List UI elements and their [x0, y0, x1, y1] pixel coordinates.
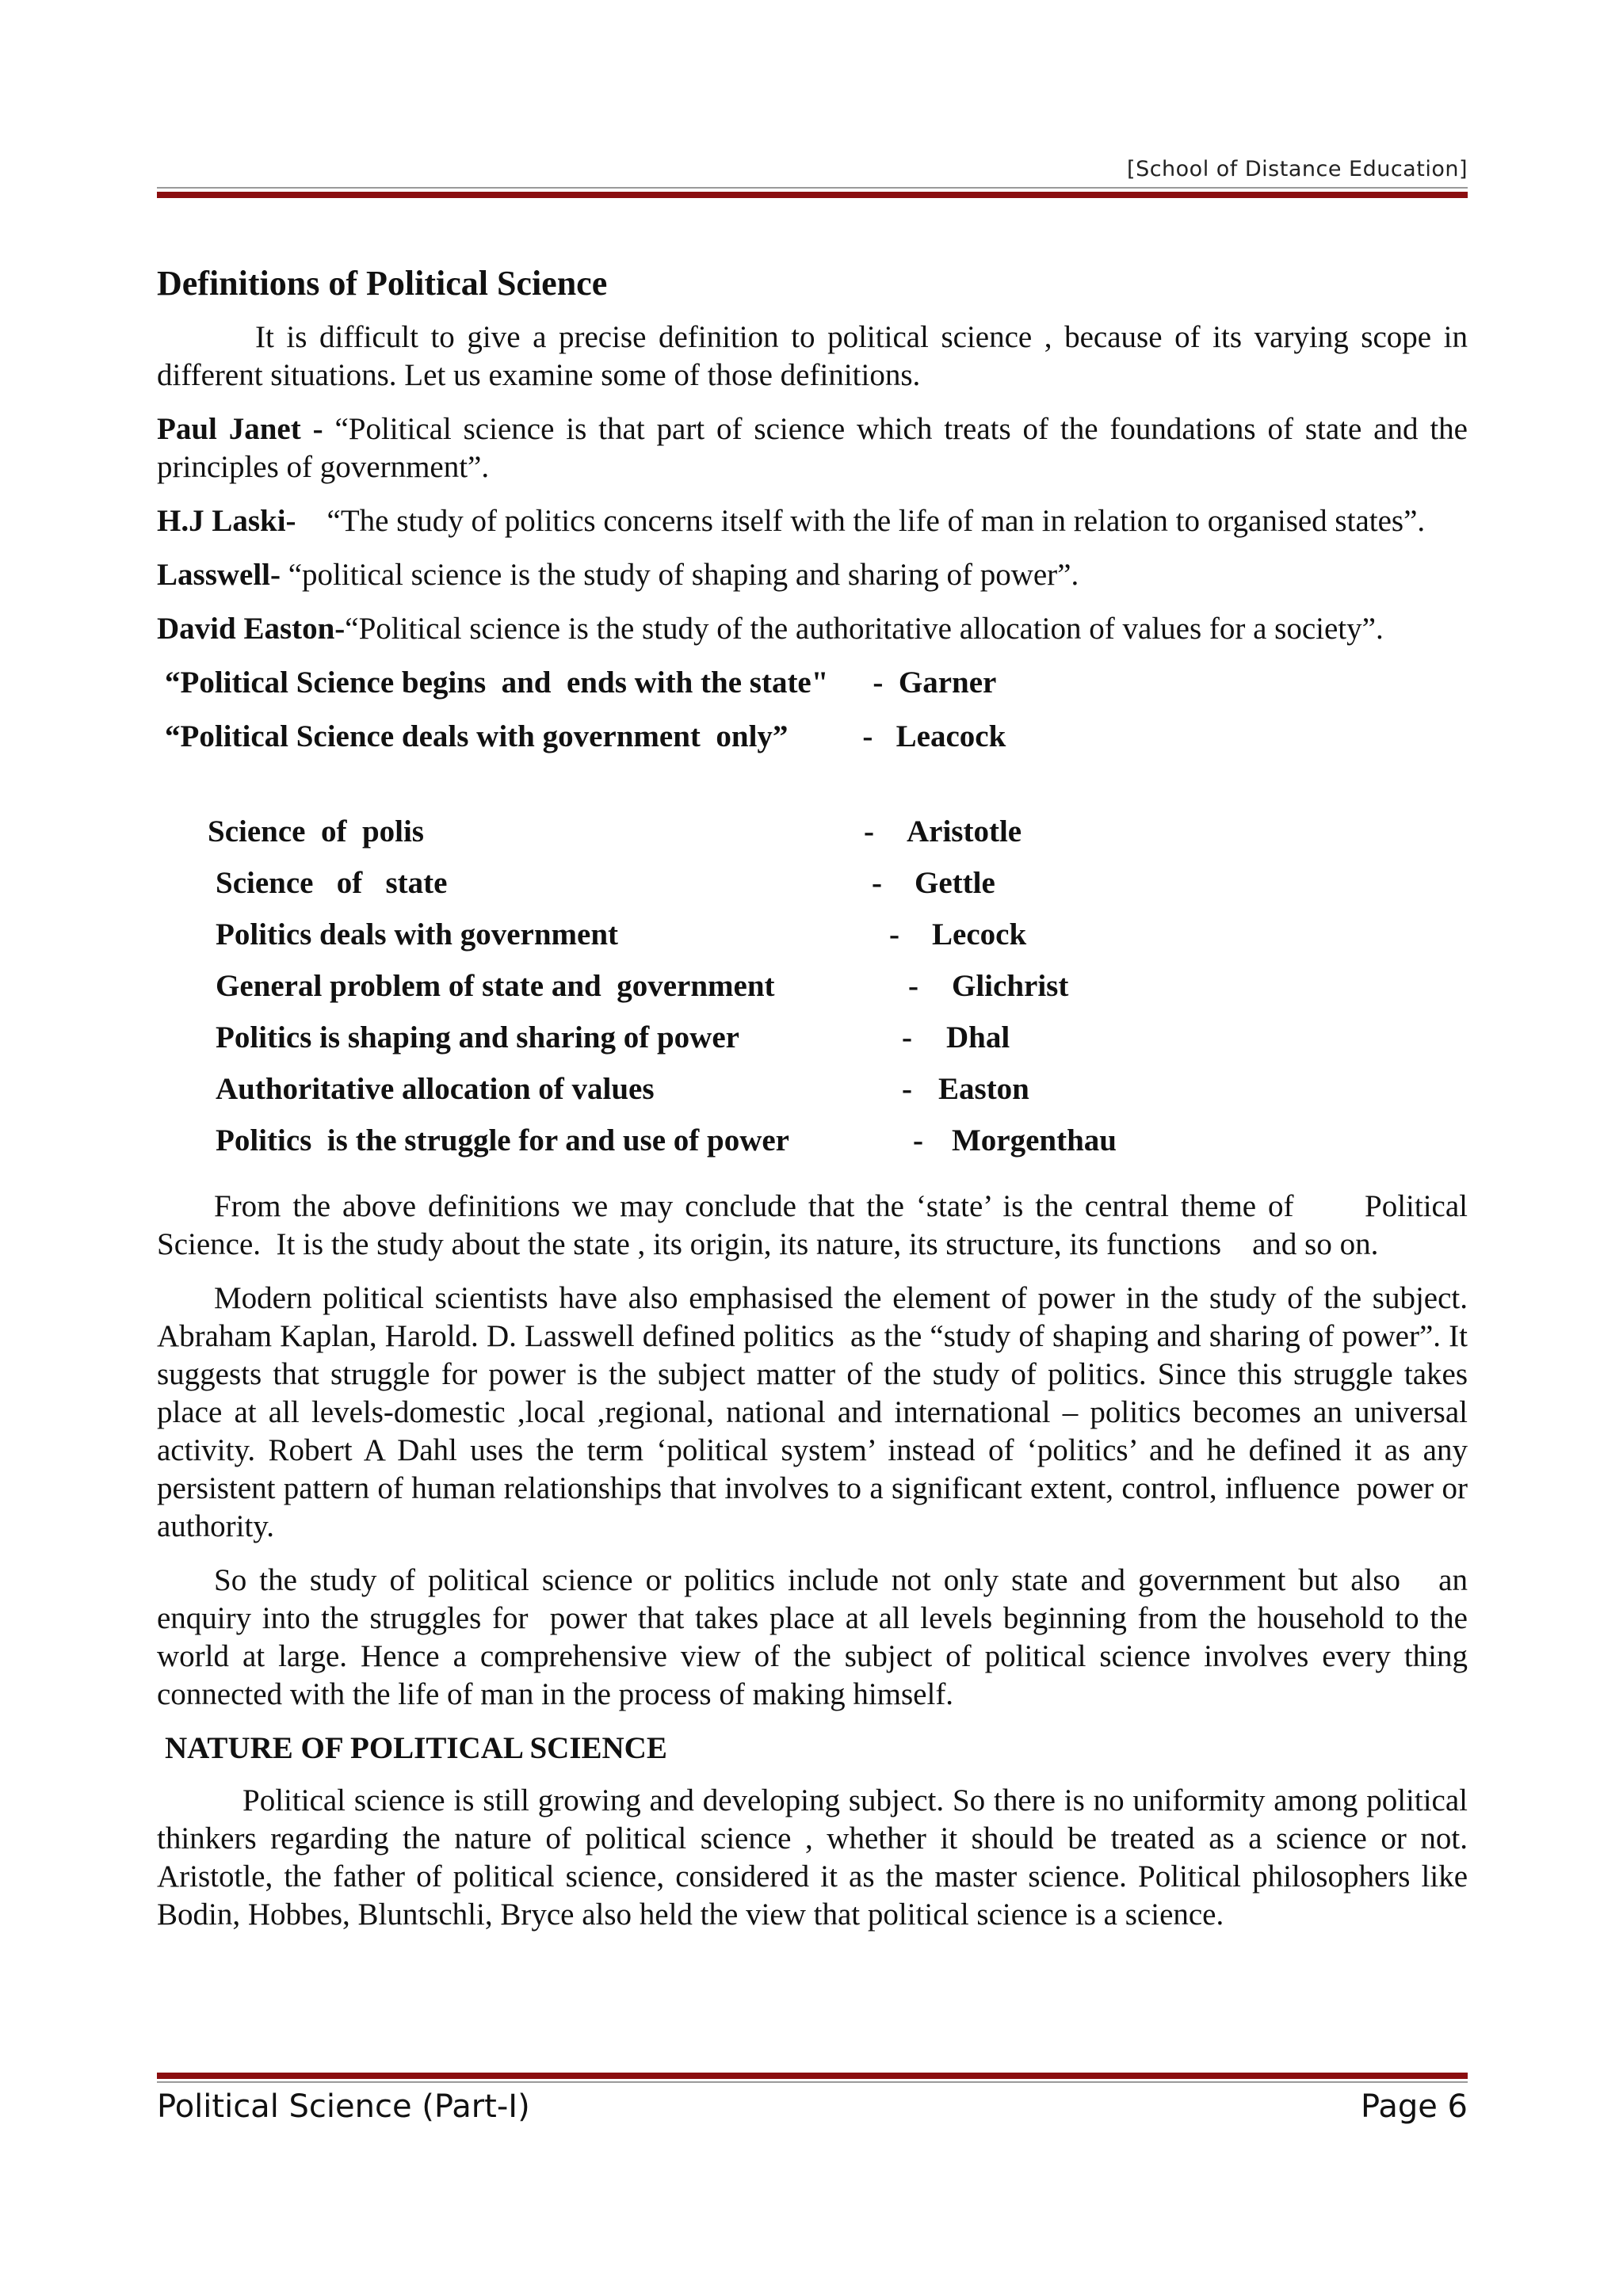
- dash: -: [889, 917, 899, 952]
- quote-text: “Political Science begins and ends with the state": [165, 666, 829, 700]
- short-definition-row: [157, 864, 1468, 916]
- author: Lecock: [932, 917, 1027, 952]
- footer-rule-thin: [157, 2081, 1468, 2083]
- definition-text: “Political science is the study of the authoritative allocation of values for a society”.: [345, 612, 1384, 646]
- concept: Authoritative allocation of values: [216, 1072, 655, 1106]
- page-content: [157, 261, 1514, 1950]
- footer-course-title: Political Science (Part-I): [157, 2088, 530, 2125]
- concept: General problem of state and government: [216, 969, 775, 1003]
- short-definition-row: [157, 967, 1468, 1019]
- short-definition-row: [157, 1070, 1468, 1122]
- short-definitions-list: [157, 813, 1468, 1173]
- nature-paragraph: Political science is still growing and developing subject. So there is no uniformity among political thinkers regarding the nature of political science , whether it should be treated as a science or not. Aristotle, the father of political science, considered it as the master science. Political philosophers like Bodin, Hobbes, Bluntschli, Bryce also held the view that political science is a science.: [157, 1783, 1468, 1932]
- quote-author: - Leacock: [862, 719, 1006, 753]
- concept: Science of polis: [208, 814, 424, 849]
- definition-paul-janet: [157, 410, 1468, 486]
- dash: -: [872, 866, 882, 900]
- definition-author: David Easton-: [157, 612, 346, 646]
- dash: -: [902, 1020, 912, 1055]
- header-rule-thick: [157, 192, 1468, 198]
- author: Easton: [938, 1072, 1029, 1106]
- quote-text: “Political Science deals with government only”: [165, 719, 789, 753]
- header-rule-thin: [157, 187, 1468, 189]
- definition-author: Lasswell-: [157, 558, 281, 592]
- definition-author: Paul Janet -: [157, 412, 323, 446]
- short-definition-row: [157, 1122, 1468, 1173]
- short-definition-row: [157, 813, 1468, 864]
- intro-paragraph: It is difficult to give a precise definition to political science , because of its varying scope in different situations. Let us examine some of those definitions.: [157, 320, 1468, 392]
- definition-text: “Political science is that part of science which treats of the foundations of state and the principles of government”.: [157, 412, 1468, 484]
- dash: -: [913, 1123, 923, 1158]
- short-definition-row: [157, 1019, 1468, 1070]
- author: Dhal: [946, 1020, 1010, 1055]
- header-org-name: [School of Distance Education]: [1127, 157, 1468, 181]
- dash: -: [902, 1072, 912, 1106]
- conclusion-paragraph: From the above definitions we may conclude that the ‘state’ is the central theme of Political Science. It is the study about the state , its origin, its nature, its structure, its functions and so on.: [157, 1189, 1476, 1261]
- concept: Politics is the struggle for and use of power: [216, 1123, 789, 1158]
- study-paragraph: So the study of political science or politics include not only state and government but also an enquiry into the struggles for power that takes place at all levels beginning from the household to the world at large. Hence a comprehensive view of the subject of political science involves every thing connected with the life of man in the process of making himself.: [157, 1563, 1476, 1711]
- author: Glichrist: [952, 969, 1069, 1003]
- concept: Politics deals with government: [216, 917, 619, 952]
- definition-author: H.J Laski-: [157, 504, 296, 538]
- definition-lasswell: [157, 556, 1468, 594]
- dash: -: [864, 814, 874, 849]
- definition-text: “political science is the study of shaping and sharing of power”.: [281, 558, 1079, 592]
- short-definition-row: [157, 916, 1468, 967]
- quote-garner: [165, 664, 1468, 702]
- definition-text: “The study of politics concerns itself with the life of man in relation to organised states”.: [296, 504, 1426, 538]
- author: Morgenthau: [952, 1123, 1117, 1158]
- definition-laski: [157, 502, 1468, 540]
- concept: Science of state: [216, 866, 448, 900]
- nature-heading: NATURE OF POLITICAL SCIENCE: [165, 1731, 667, 1765]
- author: Gettle: [915, 866, 995, 900]
- page-title: Definitions of Political Science: [157, 264, 608, 303]
- quote-leacock: [165, 718, 1468, 756]
- footer-rule-thick: [157, 2073, 1468, 2079]
- concept: Politics is shaping and sharing of power: [216, 1020, 739, 1055]
- modern-paragraph: Modern political scientists have also emphasised the element of power in the study of the subject. Abraham Kaplan, Harold. D. Lasswell defined politics as the “study of shaping and sharing of power”. It suggests that struggle for power is the subject matter of the study of politics. Since this struggle takes place at all levels-domestic ,local ,regional, national and international – politics becomes an universal activity. Robert A Dahl uses the term ‘political system’ instead of ‘politics’ and he defined it as any persistent pattern of human relationships that involves to a significant extent, control, influence power or authority.: [157, 1281, 1514, 1543]
- quote-author: - Garner: [873, 666, 997, 700]
- definition-easton: [157, 610, 1468, 648]
- author: Aristotle: [907, 814, 1022, 849]
- footer-page-number: Page 6: [1361, 2088, 1468, 2125]
- dash: -: [908, 969, 918, 1003]
